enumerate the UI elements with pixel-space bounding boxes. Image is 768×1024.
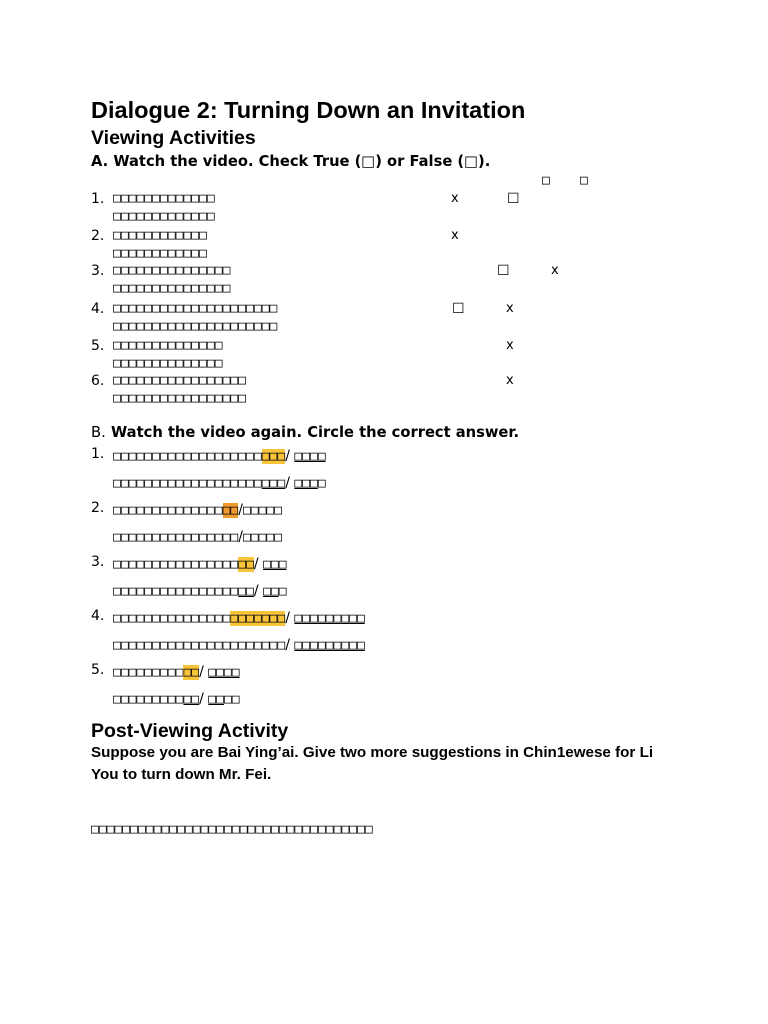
section-b-instruction: Watch the video again. Circle the correct answer.	[111, 424, 520, 441]
section-b-label: B.	[91, 424, 106, 441]
item-number: 1.	[91, 446, 105, 462]
sentence-line	[113, 495, 282, 524]
sentence-text: □□□□□□□□□	[113, 692, 184, 707]
answer-mark: x	[451, 228, 459, 243]
sentence-text: □□□□□	[242, 530, 283, 545]
sentence-text: □□□□□□□□□□□□□□□	[113, 638, 231, 653]
alternative-choice: □□□□	[208, 665, 240, 680]
alternative-choice: □□□□	[294, 449, 326, 464]
circle-answer-item	[0, 441, 768, 495]
answer-checkbox: ☐	[507, 191, 520, 207]
post-viewing-heading: Post-Viewing Activity	[91, 720, 289, 742]
true-false-item	[0, 190, 768, 226]
alternative-choice: □□□□□	[242, 503, 283, 518]
underlined-choice: □□□□□□□□□	[294, 638, 365, 653]
item-number: 3.	[91, 554, 105, 570]
item-number: 1.	[91, 191, 105, 207]
sentence-text: □	[317, 476, 326, 491]
alternative-choice: □□□	[263, 557, 287, 572]
choice-separator: /	[238, 502, 243, 518]
sentence-text: □□□□□□□□□□□□□□	[113, 503, 223, 518]
sentence-text: □□□□□□□□□□□□□□□□	[113, 557, 239, 572]
sentence-text: □□□□□□□□□□□□□□□□	[113, 584, 239, 599]
answer-mark: x	[551, 263, 559, 278]
choice-separator: /	[285, 475, 295, 491]
answer-checkbox: ☐	[452, 301, 465, 317]
answer-text-line: □□□□□□□□□□□□□□□□□□□□□□□□□□□□□□□□□□□□	[91, 822, 373, 837]
statement-line: □□□□□□□□□□□□□□	[113, 356, 223, 371]
sentence-line	[113, 630, 365, 659]
circle-answer-item	[0, 495, 768, 549]
sentence-line	[113, 603, 365, 632]
sentence-text: □□	[223, 692, 240, 707]
true-false-item	[0, 262, 768, 298]
item-number: 6.	[91, 373, 105, 389]
underlined-choice: □□	[238, 584, 254, 599]
statement-line: □□□□□□□□□□□□□□□	[113, 281, 231, 296]
answer-mark: x	[451, 191, 459, 206]
choice-separator: /	[199, 664, 209, 680]
choice-separator: /	[285, 637, 295, 653]
true-false-item	[0, 337, 768, 373]
statement-line: □□□□□□□□□□□□	[113, 228, 207, 243]
underlined-choice: □□□	[294, 476, 318, 491]
choice-separator: /	[238, 529, 243, 545]
highlighted-choice: □□	[183, 665, 200, 680]
choice-separator: /	[199, 691, 209, 707]
highlighted-choice: □□□	[261, 449, 286, 464]
item-number: 4.	[91, 301, 105, 317]
statement-line: □□□□□□□□□□□□□□□□□	[113, 373, 247, 388]
statement-line: □□□□□□□□□□□□□□□□□□□□□	[113, 301, 278, 316]
circle-answer-item	[0, 549, 768, 603]
true-false-item	[0, 227, 768, 263]
sentence-line	[113, 441, 326, 470]
post-viewing-prompt: Suppose you are Bai Ying’ai. Give two more suggestions in Chin1ewese for Li You to turn down Mr. Fei.	[91, 744, 654, 783]
choice-separator: /	[253, 583, 264, 599]
true-false-item	[0, 300, 768, 336]
true-false-item	[0, 372, 768, 408]
choice-separator: /	[253, 556, 264, 572]
underlined-choice: □□	[263, 584, 279, 599]
statement-line: □□□□□□□□□□□□□□□□□	[113, 391, 247, 406]
alternative-choice: □□□□□□□□□	[294, 611, 365, 626]
statement-line: □□□□□□□□□□□□□□□	[113, 263, 231, 278]
sentence-line	[113, 549, 287, 578]
answer-mark: x	[506, 338, 514, 353]
sentence-text: □□□□□□□□□□□□□□□□□□□	[113, 476, 262, 491]
item-number: 2.	[91, 500, 105, 516]
highlighted-choice: □□□□□□□	[230, 611, 286, 626]
circle-answer-item	[0, 603, 768, 657]
item-number: 4.	[91, 608, 105, 624]
sentence-line	[113, 522, 282, 551]
sentence-text: □□□□□□□	[230, 638, 286, 653]
item-number: 3.	[91, 263, 105, 279]
item-number: 5.	[91, 662, 105, 678]
highlighted-choice: □□	[238, 557, 254, 572]
statement-line: □□□□□□□□□□□□□	[113, 209, 215, 224]
highlighted-choice: □□	[222, 503, 239, 518]
sentence-line	[113, 468, 326, 497]
answer-checkbox: ☐	[497, 263, 510, 279]
underlined-choice: □□	[183, 692, 200, 707]
sentence-line	[113, 576, 287, 605]
statement-line: □□□□□□□□□□□□□	[113, 191, 215, 206]
sentence-line	[113, 684, 240, 713]
true-column-header: □	[542, 173, 550, 188]
answer-mark: x	[506, 301, 514, 316]
circle-answer-item	[0, 657, 768, 711]
answer-mark: x	[506, 373, 514, 388]
statement-line: □□□□□□□□□□□□□□	[113, 338, 223, 353]
item-number: 5.	[91, 338, 105, 354]
false-column-header: □	[580, 173, 588, 188]
sentence-text: □□□□□□□□□□□□□□□□□□□	[113, 449, 262, 464]
sentence-line	[113, 657, 240, 686]
statement-line: □□□□□□□□□□□□□□□□□□□□□	[113, 319, 278, 334]
page-title: Dialogue 2: Turning Down an Invitation	[91, 97, 526, 123]
statement-line: □□□□□□□□□□□□	[113, 246, 207, 261]
choice-separator: /	[285, 610, 295, 626]
viewing-activities-heading: Viewing Activities	[91, 127, 256, 149]
sentence-text: □□□□□□□□□□□□□□□□	[113, 530, 239, 545]
sentence-text: □	[278, 584, 287, 599]
underlined-choice: □□□	[261, 476, 286, 491]
sentence-text: □□□□□□□□□□□□□□□	[113, 611, 231, 626]
underlined-choice: □□	[208, 692, 224, 707]
item-number: 2.	[91, 228, 105, 244]
choice-separator: /	[285, 448, 295, 464]
sentence-text: □□□□□□□□□	[113, 665, 184, 680]
section-a-instruction: A. Watch the video. Check True (□) or False (□).	[91, 153, 491, 170]
